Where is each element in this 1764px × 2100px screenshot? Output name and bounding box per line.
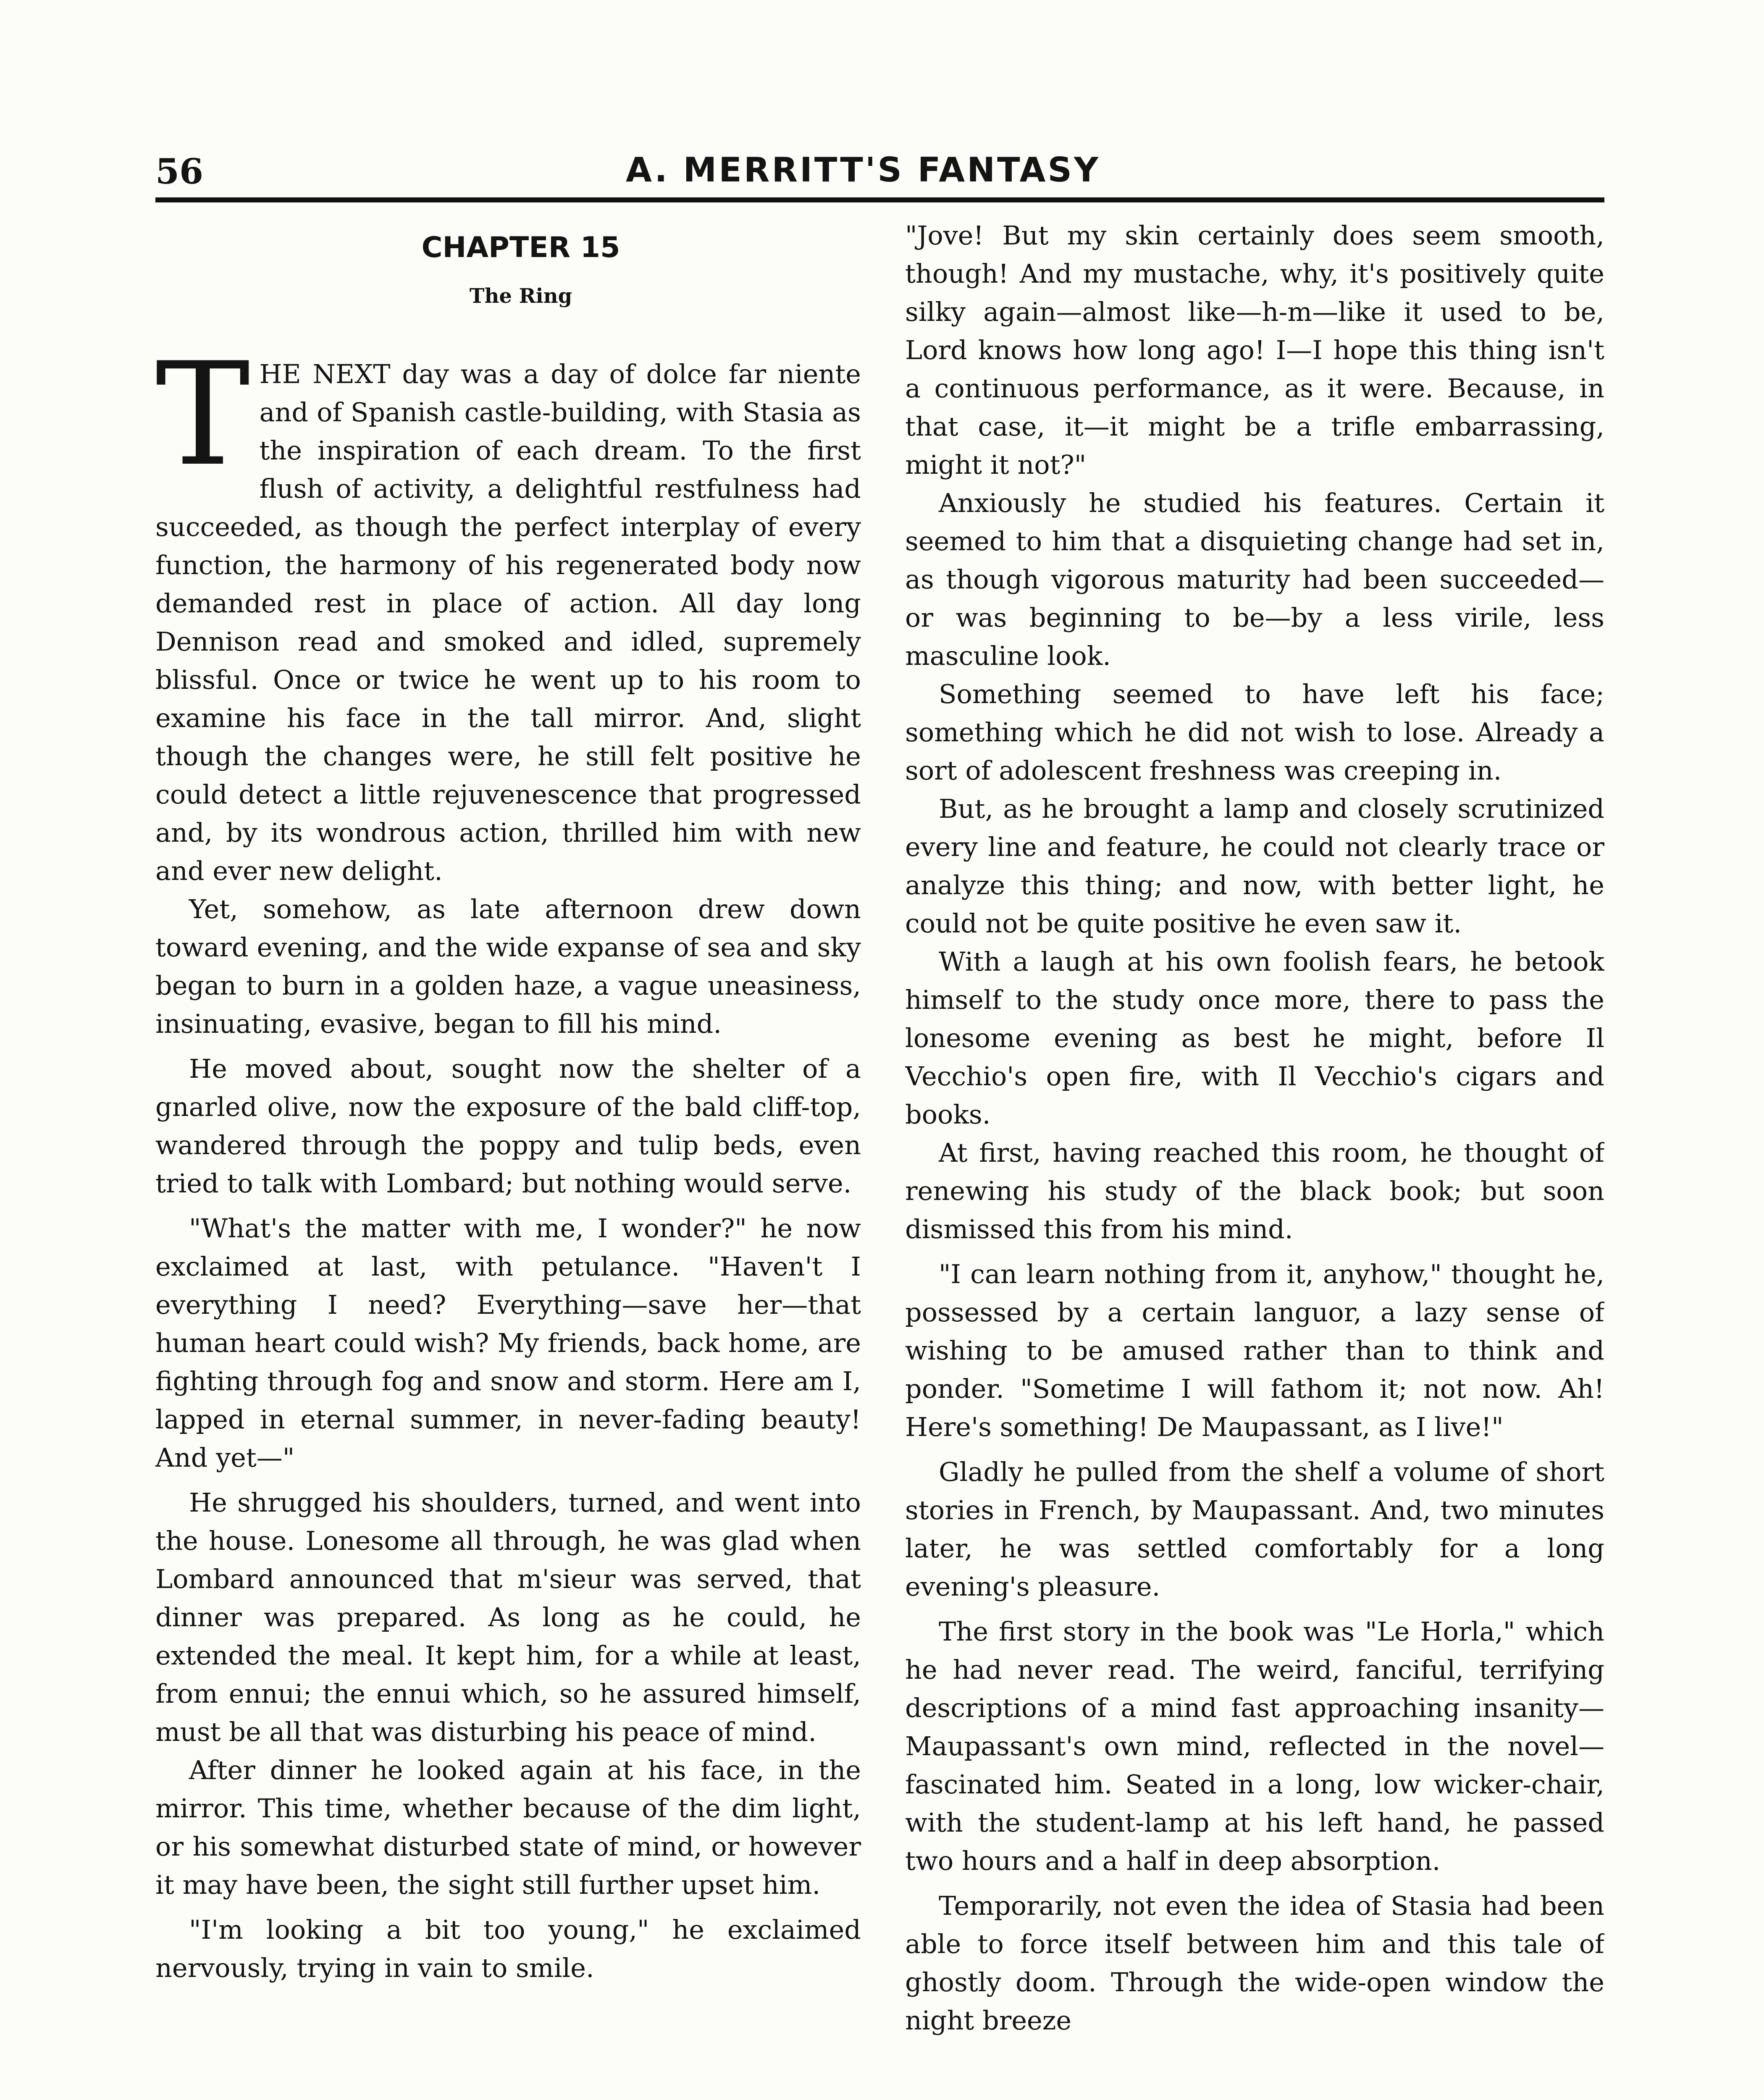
paragraph: The first story in the book was "Le Horla," which he had never read. The weird, fanciful, terrifying descriptions of a mind fast approaching insanity—Maupassant's own mind, reflected in the novel—fascinated him. Seated in a long, low wicker-chair, with the student-lamp at his left hand, he passed two hours and a half in deep absorption. — [905, 1616, 1604, 1876]
paragraph-text: HE NEXT day was a day of dolce far niente and of Spanish castle-building, with Stasia as the inspiration of each dream. To the first flush of activity, a delightful restfulness had succeeded, as though the perfect interplay of every function, the harmony of his regenerated body now demanded rest in place of action. All day long Dennison read and smoked and idled, supremely blissful. Once or twice he went up to his room to examine his face in the tall mirror. And, slight though the changes were, he still felt positive he could detect a little rejuvenescence that progressed and, by its wondrous action, thrilled him with new and ever new delight. — [155, 359, 861, 886]
page-number: 56 — [155, 152, 204, 192]
paragraph: "I'm looking a bit too young," he exclaimed nervously, trying in vain to smile. — [155, 1914, 861, 1983]
paragraph: With a laugh at his own foolish fears, he betook himself to the study once more, there to pass the lonesome evening as best he might, before Il Vecchio's open fire, with Il Vecchio's cigars and books. — [905, 946, 1604, 1130]
paragraph: "I can learn nothing from it, anyhow," thought he, possessed by a certain languor, a lazy sense of wishing to be amused rather than to think and ponder. "Sometime I will fathom it; not now. Ah! Here's something! De Maupassant, as I live!" — [905, 1259, 1604, 1442]
paragraph: Anxiously he studied his features. Certain it seemed to him that a disquieting change had set in, as though vigorous maturity had been succeeded—or was beginning to be—by a less virile, less masculine look. — [905, 488, 1604, 671]
chapter-subtitle: The Ring — [469, 284, 572, 308]
paragraph: Temporarily, not even the idea of Stasia had been able to force itself between him and this tale of ghostly doom. Through the wide-open window the night breeze — [905, 1890, 1604, 2036]
drop-cap: T — [155, 332, 250, 497]
paragraph: Something seemed to have left his face; something which he did not wish to lose. Already a sort of adolescent freshness was creeping in. — [905, 679, 1604, 786]
chapter-heading: CHAPTER 15 — [421, 231, 620, 264]
paragraph — [155, 332, 861, 890]
right-column — [905, 216, 1604, 2100]
running-head: A. MERRITT'S FANTASY — [626, 150, 1100, 189]
page-header — [155, 149, 1604, 195]
paragraph: "Jove! But my skin certainly does seem smooth, though! And my mustache, why, it's positively quite silky again—almost like—h-m—like it used to be, Lord knows how long ago! I—I hope this thing isn't a continuous performance, as it were. Because, in that case, it—it might be a trifle embarrassing, might it not?" — [905, 220, 1604, 480]
paragraph: But, as he brought a lamp and closely scrutinized every line and feature, he could not clearly trace or analyze this thing; and now, with better light, he could not be quite positive he even saw it. — [905, 793, 1604, 939]
left-column — [155, 216, 861, 2100]
paragraph: He moved about, sought now the shelter of a gnarled olive, now the exposure of the bald cliff-top, wandered through the poppy and tulip beds, even tried to talk with Lombard; but nothing would serve. — [155, 1053, 861, 1199]
paragraph: After dinner he looked again at his face, in the mirror. This time, whether because of the dim light, or his somewhat disturbed state of mind, or however it may have been, the sight still further upset him. — [155, 1755, 861, 1900]
paragraph: Gladly he pulled from the shelf a volume of short stories in French, by Maupassant. And, two minutes later, he was settled comfortably for a long evening's pleasure. — [905, 1457, 1604, 1602]
paragraph: "What's the matter with me, I wonder?" he now exclaimed at last, with petulance. "Haven't I everything I need? Everything—save her—that human heart could wish? My friends, back home, are fighting through fog and snow and storm. Here am I, lapped in eternal summer, in never-fading beauty! And yet—" — [155, 1213, 861, 1473]
header-rule — [155, 197, 1604, 202]
paragraph: He shrugged his shoulders, turned, and went into the house. Lonesome all through, he was glad when Lombard announced that m'sieur was served, that dinner was prepared. As long as he could, he extended the meal. It kept him, for a while at least, from ennui; the ennui which, so he assured himself, must be all that was disturbing his peace of mind. — [155, 1487, 861, 1747]
paragraph: At first, having reached this room, he thought of renewing his study of the black book; but soon dismissed this from his mind. — [905, 1137, 1604, 1244]
paragraph: Yet, somehow, as late afternoon drew down toward evening, and the wide expanse of sea and sky began to burn in a golden haze, a vague uneasiness, insinuating, evasive, began to fill his mind. — [155, 894, 861, 1039]
